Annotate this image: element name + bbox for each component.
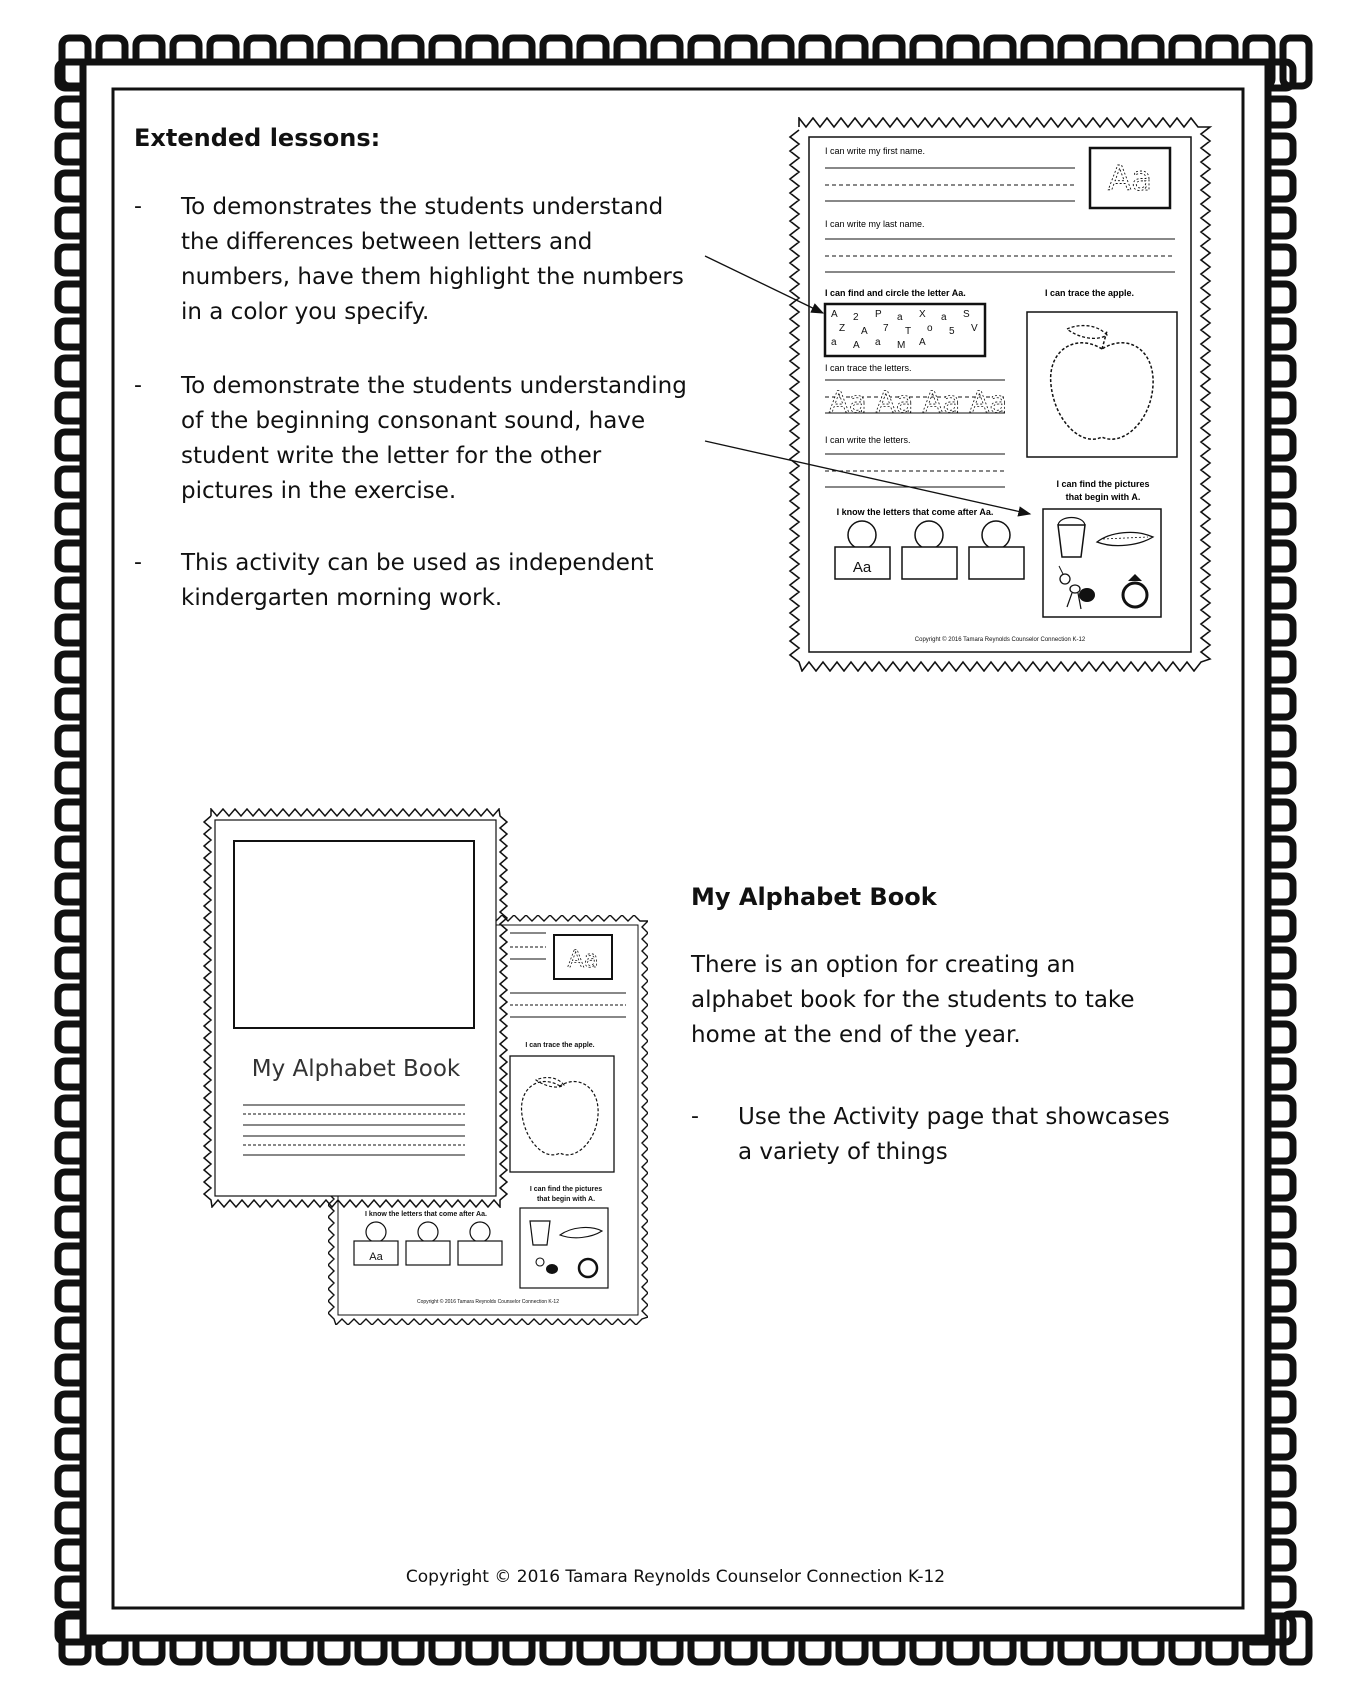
bullet-consonant-sound: To demonstrate the students understanding of the beginning consonant sound, have student write the letter for the other pictures in the exercise. [181, 373, 687, 504]
scramble-letter: a [875, 337, 881, 348]
scramble-letter: A [831, 309, 838, 320]
ws-know-letters-label: I know the letters that come after Aa. [836, 507, 994, 517]
bullet-highlight-numbers: To demonstrates the students understand the differences between letters and numbers, have them highlight the numbers in a color you specify. [181, 194, 684, 325]
scramble-letter: o [927, 323, 933, 334]
arrow-to-pictures [705, 441, 1030, 514]
bullet-dash: - [134, 373, 142, 398]
ws-write-letters-label: I can write the letters. [825, 435, 911, 445]
alphabet-book-cover [203, 808, 508, 1208]
scramble-letter: S [963, 309, 970, 320]
ws-find-pictures-label: I can find the pictures [1056, 479, 1150, 489]
scramble-letter: A [853, 340, 860, 351]
scramble-letter: a [941, 312, 947, 323]
cover-picture-frame [234, 841, 474, 1028]
arrow-to-letter-scramble [705, 256, 823, 313]
page-copyright: Copyright © 2016 Tamara Reynolds Counselor Connection K-12 [405, 1567, 946, 1587]
alphabet-book-paragraph: There is an option for creating an alphabet book for the students to take home at the end of the year. [691, 952, 1135, 1048]
ws-trace-letters-label: I can trace the letters. [825, 363, 912, 373]
ws-circle-letter-label: I can find and circle the letter Aa. [825, 288, 966, 298]
scramble-letter: T [905, 326, 912, 337]
scramble-letter: a [897, 312, 903, 323]
ws-kid-card-letter: Aa [852, 559, 872, 576]
bullet-dash: - [691, 1104, 699, 1129]
scramble-letter: a [831, 337, 837, 348]
alphabet-book-bullet: Use the Activity page that showcases a variety of things [738, 1104, 1170, 1165]
scramble-letter: P [875, 309, 882, 320]
ws-letter-box-text: Aa [1107, 159, 1153, 199]
ws-trace-apple-label: I can trace the apple. [1045, 288, 1135, 298]
alphabet-book-heading: My Alphabet Book [691, 883, 937, 911]
scramble-letter: 2 [853, 312, 859, 323]
scramble-letter: 7 [883, 323, 889, 334]
ws-last-name-label: I can write my last name. [825, 219, 925, 229]
scramble-letter: V [971, 323, 978, 334]
scramble-letter: A [861, 326, 868, 337]
activity-find-pictures-label-2: that begin with A. [536, 1196, 596, 1203]
activity-copyright: Copyright © 2016 Tamara Reynolds Counselor Connection K-12 [416, 1299, 560, 1305]
scramble-letter: 5 [949, 326, 955, 337]
ws-first-name-label: I can write my first name. [825, 146, 926, 156]
scramble-letter: Z [839, 323, 846, 334]
bullet-morning-work: This activity can be used as independent kindergarten morning work. [181, 550, 654, 611]
activity-kid-card-letter: Aa [369, 1251, 383, 1263]
extended-lessons-heading: Extended lessons: [134, 124, 381, 152]
ws-copyright: Copyright © 2016 Tamara Reynolds Counselor Connection K-12 [914, 637, 1086, 643]
activity-trace-apple-label: I can trace the apple. [525, 1042, 595, 1049]
activity-find-pictures-label: I can find the pictures [529, 1186, 603, 1193]
scramble-letter: M [897, 340, 906, 351]
ws-trace-letters-row: Aa Aa Aa Aa [829, 385, 1008, 419]
scramble-letter: X [919, 309, 926, 320]
activity-letter-box: Aa [567, 945, 599, 973]
bullet-dash: - [134, 550, 142, 575]
activity-know-letters-label: I know the letters that come after Aa. [365, 1211, 487, 1218]
scramble-letter: A [919, 337, 926, 348]
bullet-dash: - [134, 194, 142, 219]
cover-title: My Alphabet Book [251, 1056, 461, 1082]
ws-find-pictures-label-2: that begin with A. [1065, 492, 1141, 502]
